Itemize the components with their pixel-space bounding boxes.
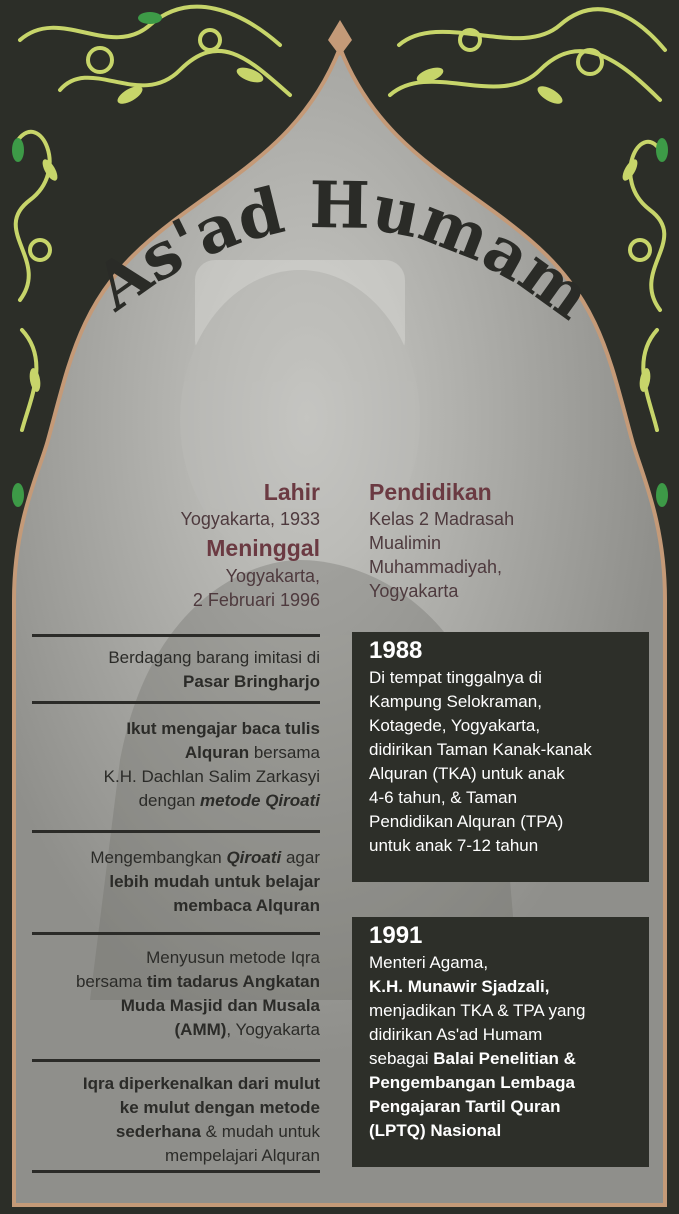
text-line	[369, 810, 637, 834]
text-run: Kampung Selokraman,	[369, 692, 542, 711]
text-line	[32, 1096, 320, 1120]
text-run: mempelajari Alquran	[165, 1146, 320, 1165]
text-run: didirikan As'ad Humam	[369, 1025, 543, 1044]
text-run: K.H. Munawir Sjadzali,	[369, 977, 550, 996]
died-value-line1: Yogyakarta,	[225, 566, 320, 586]
text-run: sederhana	[115, 1122, 201, 1141]
text-run: membaca Alquran	[173, 896, 320, 915]
text-line	[32, 765, 320, 789]
activity-item	[32, 946, 320, 1042]
text-run: (LPTQ) Nasional	[369, 1121, 502, 1140]
text-line	[369, 999, 637, 1023]
text-line	[369, 738, 637, 762]
text-line	[369, 762, 637, 786]
text-line	[369, 1071, 637, 1095]
divider	[32, 830, 320, 833]
text-run: untuk anak 7-12 tahun	[369, 836, 539, 855]
text-line	[369, 951, 637, 975]
born-value: Yogyakarta, 1933	[180, 509, 320, 529]
divider	[32, 1059, 320, 1062]
died-value-line2: 2 Februari 1996	[192, 590, 320, 610]
text-line	[369, 975, 637, 999]
text-run: Pendidikan Alquran (TPA)	[369, 812, 564, 831]
text-run: Alquran	[184, 743, 250, 762]
text-run: Muda Masjid dan Musala	[120, 996, 320, 1015]
text-run: Di tempat tinggalnya di	[369, 668, 542, 687]
text-run: , Yogyakarta	[226, 1020, 320, 1039]
activity-item	[32, 846, 320, 918]
text-line	[369, 1119, 637, 1143]
text-run: dengan	[138, 791, 201, 810]
text-run: 4-6 tahun, & Taman	[369, 788, 518, 807]
text-line	[32, 789, 320, 813]
divider	[32, 701, 320, 704]
page-title: As'ad Humam	[81, 168, 605, 335]
text-line	[32, 670, 320, 694]
education-line-1: Kelas 2 Madrasah	[369, 509, 515, 529]
text-run: & mudah untuk	[200, 1122, 320, 1141]
education-label: Pendidikan	[369, 479, 492, 505]
text-run: Ikut mengajar baca tulis	[126, 719, 320, 738]
text-run: Qiroati	[226, 848, 282, 867]
born-label: Lahir	[263, 479, 320, 505]
text-run: Pasar Bringharjo	[183, 672, 320, 691]
text-run: sebagai	[369, 1049, 434, 1068]
text-run: Alquran (TKA) untuk anak	[369, 764, 565, 783]
text-line	[369, 1047, 637, 1071]
text-line	[369, 714, 637, 738]
text-run: agar	[281, 848, 320, 867]
text-run: ke mulut dengan metode	[119, 1098, 320, 1117]
text-line	[32, 717, 320, 741]
text-line	[369, 834, 637, 858]
text-line	[369, 1023, 637, 1047]
timeline-year: 1991	[369, 922, 423, 949]
divider	[32, 1170, 320, 1173]
text-line	[369, 690, 637, 714]
divider	[32, 634, 320, 637]
text-line	[369, 786, 637, 810]
education-line-4: Yogyakarta	[369, 581, 459, 601]
text-run: bersama	[249, 743, 320, 762]
timeline-card-1991	[352, 917, 649, 1167]
text-run: Mengembangkan	[90, 848, 227, 867]
education-line-3: Muhammadiyah,	[369, 557, 503, 577]
text-line	[32, 894, 320, 918]
text-run: Pengajaran Tartil Quran	[369, 1097, 561, 1116]
text-line	[32, 646, 320, 670]
divider	[32, 932, 320, 935]
text-run: didirikan Taman Kanak-kanak	[369, 740, 592, 759]
text-run: Balai Penelitian &	[433, 1049, 576, 1068]
text-run: Iqra diperkenalkan dari mulut	[82, 1074, 320, 1093]
activity-item	[32, 1072, 320, 1168]
activity-item	[32, 646, 320, 694]
timeline-text	[369, 951, 637, 1143]
text-line	[32, 846, 320, 870]
text-run: metode Qiroati	[200, 791, 320, 810]
text-line	[369, 1095, 637, 1119]
text-run: (AMM)	[174, 1020, 227, 1039]
text-line	[369, 666, 637, 690]
text-line	[32, 994, 320, 1018]
text-run: Menteri Agama,	[369, 953, 489, 972]
text-line	[32, 970, 320, 994]
died-label: Meninggal	[206, 535, 320, 561]
timeline-year: 1988	[369, 637, 423, 664]
text-line	[32, 1120, 320, 1144]
text-run: tim tadarus Angkatan	[146, 972, 320, 991]
text-line	[32, 870, 320, 894]
timeline-text	[369, 666, 637, 858]
text-line	[32, 1018, 320, 1042]
text-line	[32, 946, 320, 970]
text-run: Kotagede, Yogyakarta,	[369, 716, 541, 735]
text-line	[32, 741, 320, 765]
education-line-2: Mualimin	[369, 533, 442, 553]
timeline-card-1988	[352, 632, 649, 882]
text-run: bersama	[75, 972, 147, 991]
text-run: Pengembangan Lembaga	[369, 1073, 575, 1092]
text-run: K.H. Dachlan Salim Zarkasyi	[103, 767, 320, 786]
text-run: Menyusun metode Iqra	[146, 948, 320, 967]
activity-item	[32, 717, 320, 813]
text-run: Berdagang barang imitasi di	[108, 648, 320, 667]
text-run: lebih mudah untuk belajar	[109, 872, 320, 891]
text-line	[32, 1072, 320, 1096]
text-run: menjadikan TKA & TPA yang	[369, 1001, 586, 1020]
text-line	[32, 1144, 320, 1168]
